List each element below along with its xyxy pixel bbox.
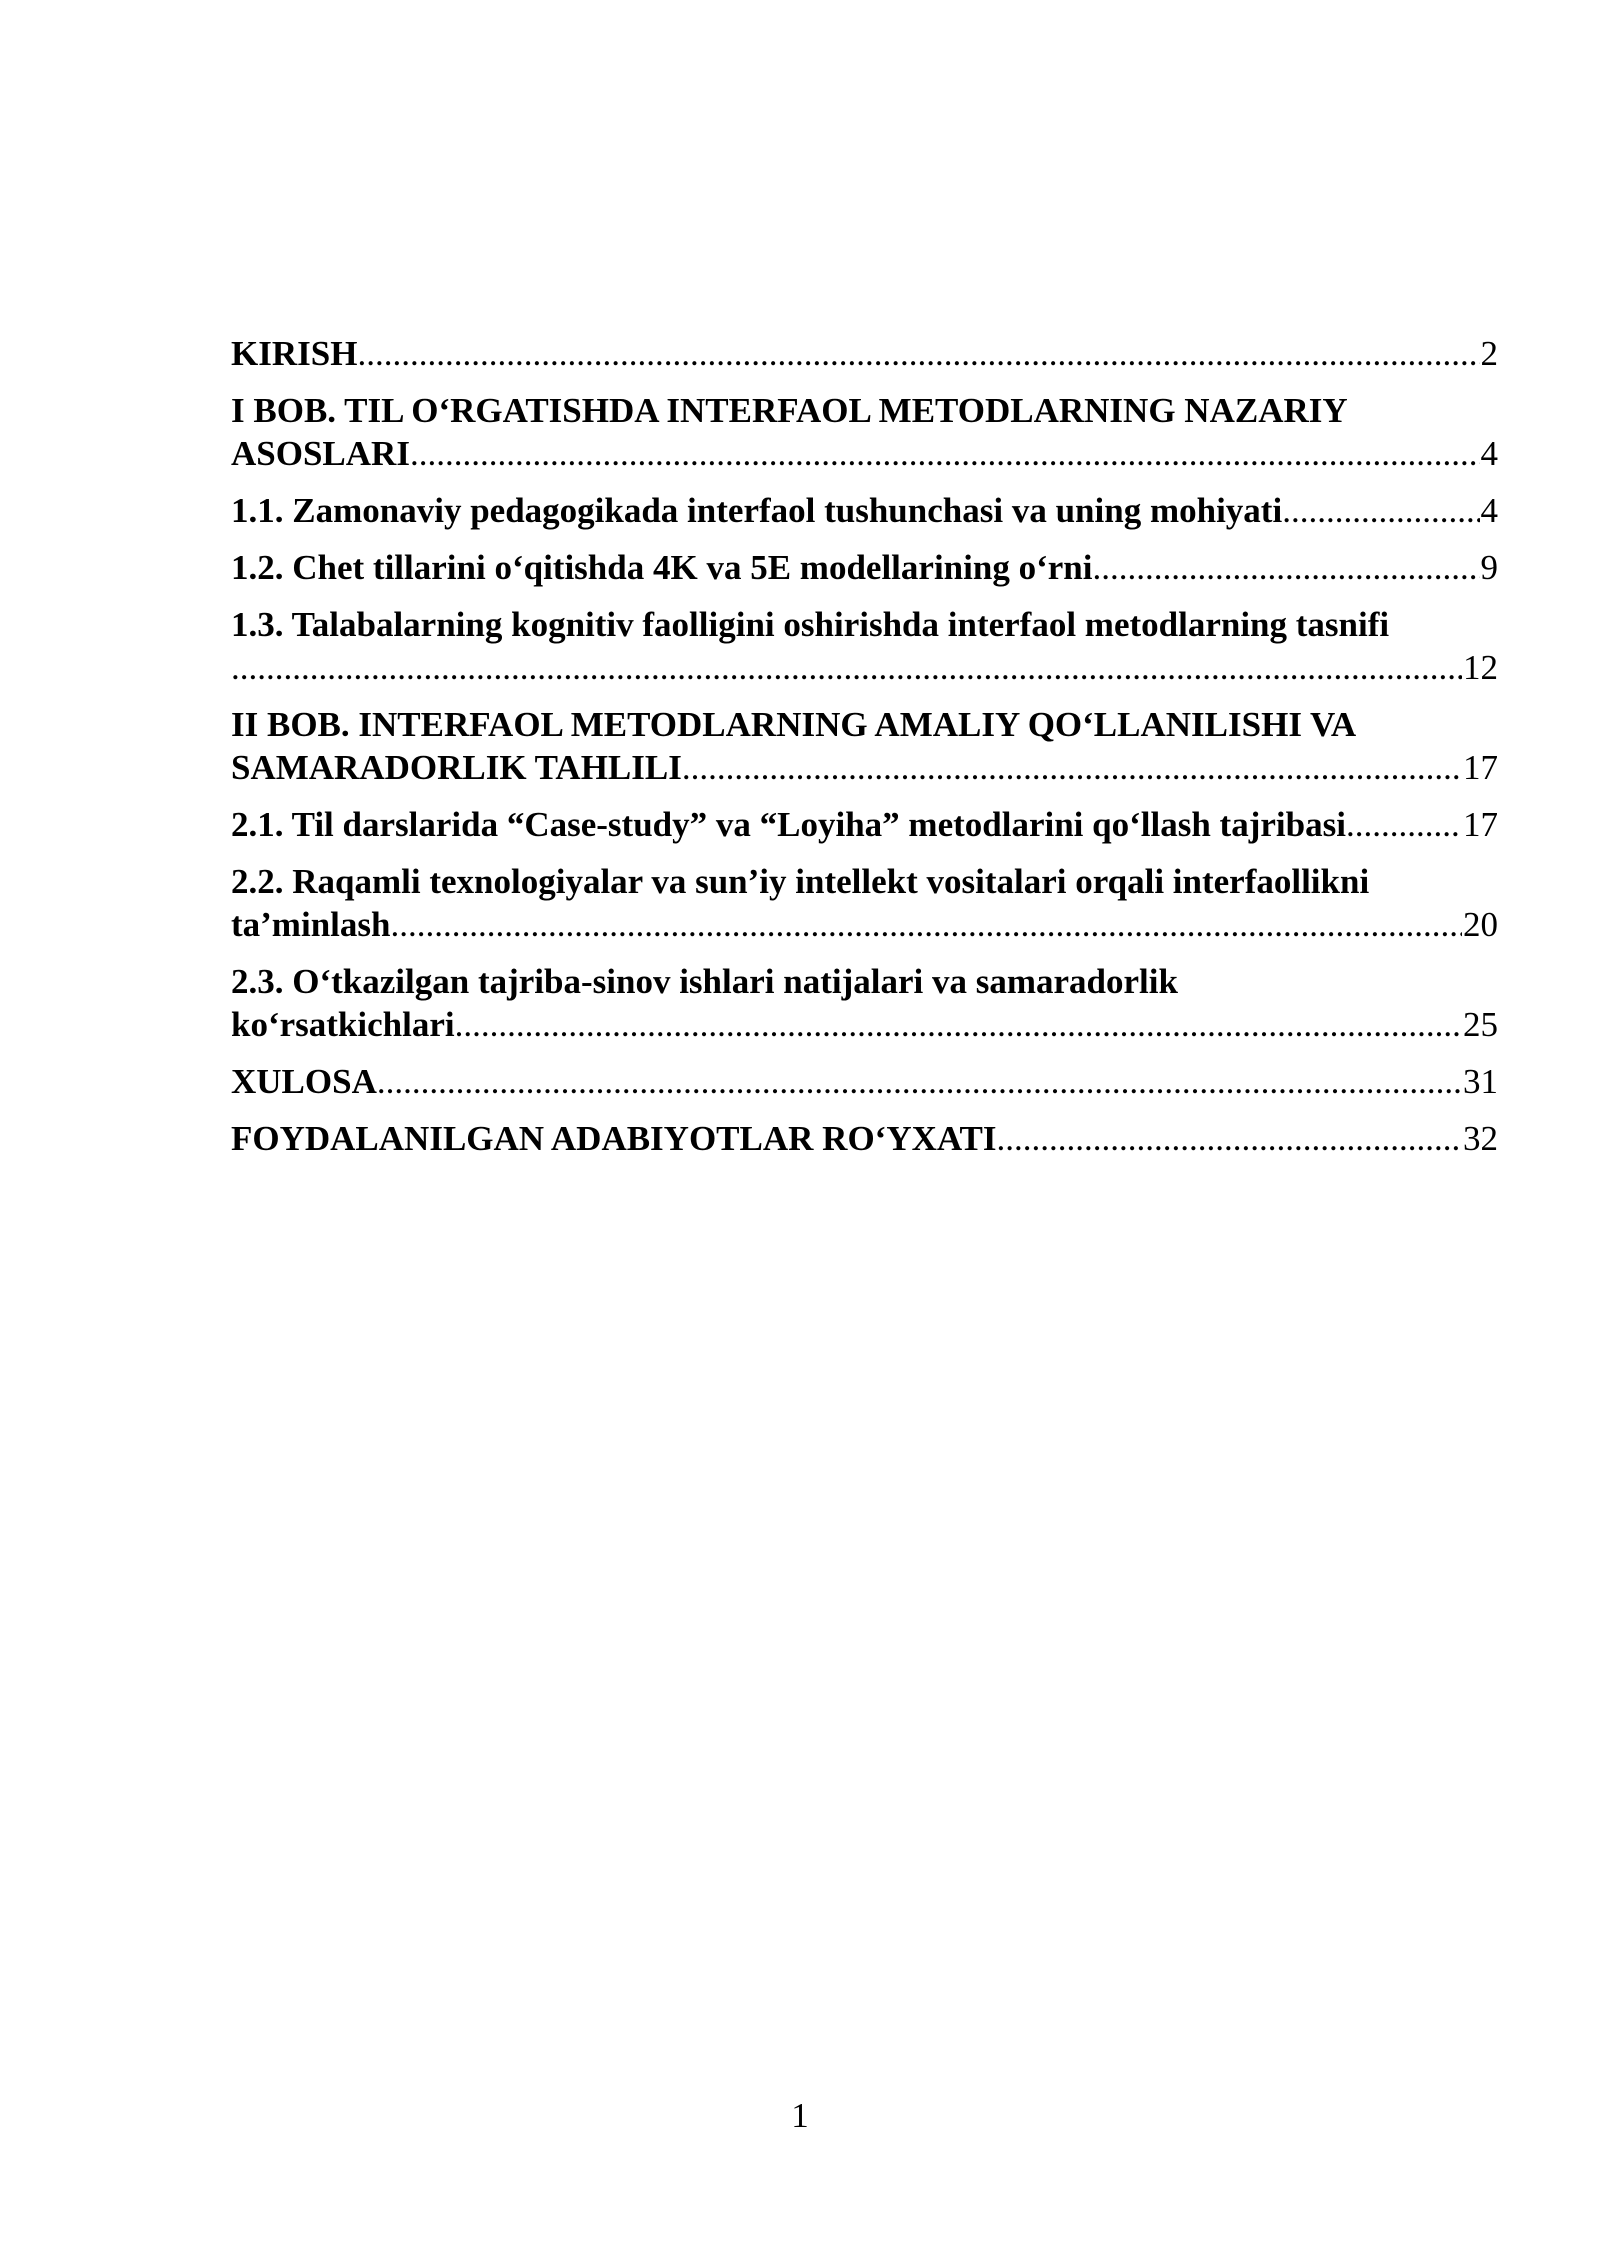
toc-entry-title: ko‘rsatkichlari <box>231 1005 455 1044</box>
toc-entry-line <box>231 546 1498 589</box>
toc-entry-section-2-2[interactable] <box>231 860 1498 946</box>
toc-entry-page: 20 <box>1463 905 1498 944</box>
toc-entry-title: KIRISH <box>231 334 358 373</box>
toc-entry-line <box>231 332 1498 375</box>
toc-entry-section-2-3[interactable] <box>231 960 1498 1046</box>
dot-leader <box>455 1003 1462 1046</box>
toc-entry-references[interactable] <box>231 1117 1498 1160</box>
toc-entry-line <box>231 1003 1498 1046</box>
toc-entry-page: 2 <box>1480 334 1498 373</box>
table-of-contents <box>231 332 1498 1174</box>
toc-entry-title: FOYDALANILGAN ADABIYOTLAR RO‘YXATI <box>231 1119 997 1158</box>
toc-entry-xulosa[interactable] <box>231 1060 1498 1103</box>
dot-leader <box>410 432 1480 475</box>
toc-entry-line <box>231 1117 1498 1160</box>
toc-entry-page: 12 <box>1463 648 1498 687</box>
toc-entry-title: 2.1. Til darslarida “Case-study” va “Loyiha” metodlarini qo‘llash tajribasi <box>231 805 1346 844</box>
toc-entry-title: ta’minlash <box>231 905 391 944</box>
toc-entry-page: 17 <box>1463 748 1498 787</box>
dot-leader <box>377 1060 1462 1103</box>
page-number: 1 <box>791 2096 809 2135</box>
toc-entry-title-line1: 2.3. O‘tkazilgan tajriba-sinov ishlari natijalari va samaradorlik <box>231 962 1178 1001</box>
toc-entry-line <box>231 903 1498 946</box>
toc-entry-title: XULOSA <box>231 1062 377 1101</box>
dot-leader <box>357 332 1479 375</box>
toc-entry-page: 32 <box>1463 1119 1498 1158</box>
toc-entry-line <box>231 489 1498 532</box>
toc-entry-line <box>231 803 1498 846</box>
dot-leader <box>390 903 1462 946</box>
toc-entry-title-line1: 2.2. Raqamli texnologiyalar va sun’iy intellekt vositalari orqali interfaollikni <box>231 862 1370 901</box>
toc-entry-title-line1: 1.3. Talabalarning kognitiv faolligini oshirishda interfaol metodlarning tasnifi <box>231 605 1390 644</box>
toc-entry-line <box>231 432 1498 475</box>
toc-entry-page: 25 <box>1463 1005 1498 1044</box>
dot-leader <box>1282 489 1479 532</box>
toc-entry-page: 4 <box>1480 434 1498 473</box>
toc-entry-title: SAMARADORLIK TAHLILI <box>231 748 682 787</box>
toc-entry-title: 1.1. Zamonaviy pedagogikada interfaol tushunchasi va uning mohiyati <box>231 491 1283 530</box>
toc-entry-kirish[interactable] <box>231 332 1498 375</box>
toc-entry-section-2-1[interactable] <box>231 803 1498 846</box>
toc-entry-page: 9 <box>1480 548 1498 587</box>
dot-leader <box>997 1117 1462 1160</box>
dot-leader <box>682 746 1462 789</box>
toc-entry-page: 17 <box>1463 805 1498 844</box>
toc-entry-chapter-1[interactable] <box>231 389 1498 475</box>
toc-entry-title-line1: I BOB. TIL O‘RGATISHDA INTERFAOL METODLARNING NAZARIY <box>231 391 1348 430</box>
toc-entry-section-1-3[interactable] <box>231 603 1498 689</box>
dot-leader <box>1346 803 1462 846</box>
toc-entry-page: 31 <box>1463 1062 1498 1101</box>
toc-entry-line <box>231 1060 1498 1103</box>
toc-entry-line <box>231 746 1498 789</box>
toc-entry-chapter-2[interactable] <box>231 703 1498 789</box>
dot-leader <box>1092 546 1479 589</box>
dot-leader <box>231 646 1462 689</box>
toc-entry-line <box>231 646 1498 689</box>
toc-entry-title: ASOSLARI <box>231 434 410 473</box>
toc-entry-title: 1.2. Chet tillarini o‘qitishda 4K va 5E modellarining o‘rni <box>231 548 1093 587</box>
toc-entry-section-1-2[interactable] <box>231 546 1498 589</box>
toc-entry-section-1-1[interactable] <box>231 489 1498 532</box>
toc-entry-page: 4 <box>1480 491 1498 530</box>
toc-entry-title-line1: II BOB. INTERFAOL METODLARNING AMALIY QO‘LLANILISHI VA <box>231 705 1357 744</box>
